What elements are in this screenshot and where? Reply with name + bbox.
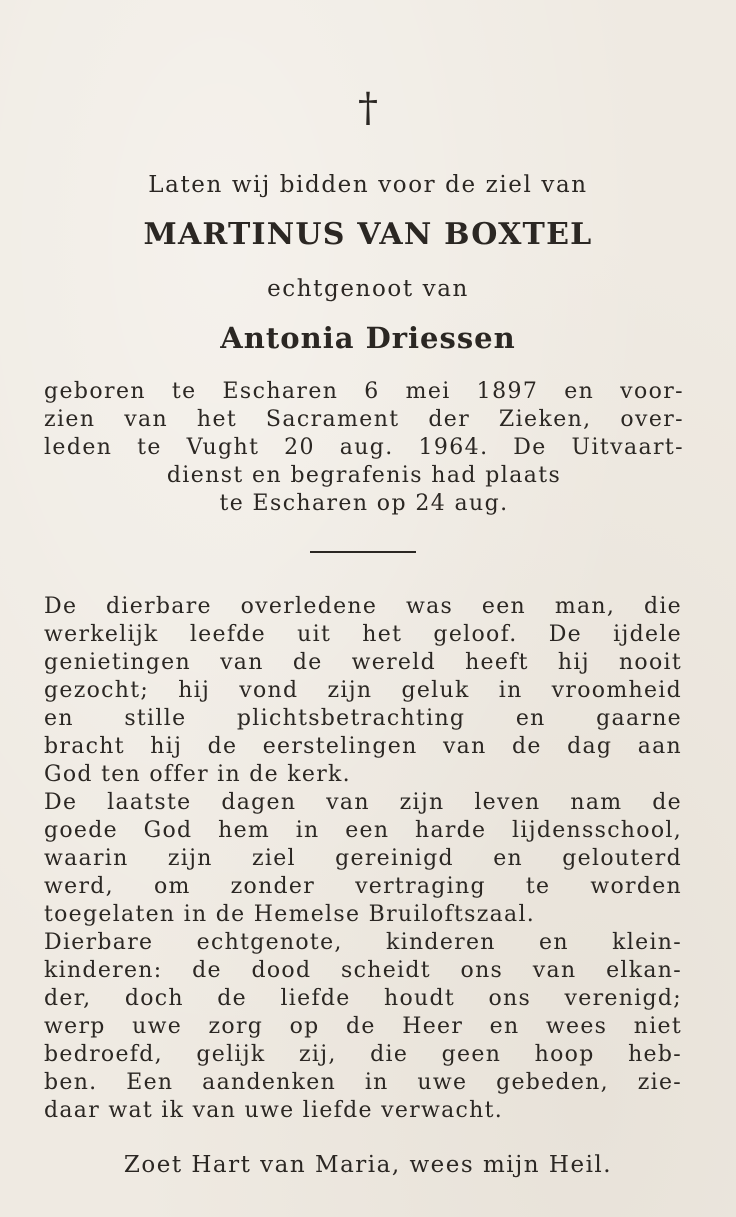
bio-line: zien van het Sacrament der Zieken, over-	[44, 407, 684, 432]
intro-line: Laten wij bidden voor de ziel van	[148, 172, 588, 198]
text-line: werp uwe zorg op de Heer en wees niet	[44, 1014, 682, 1039]
text-line: gezocht; hij vond zijn geluk in vroomheid	[44, 678, 682, 703]
biography	[44, 378, 684, 518]
bio-line: leden te Vught 20 aug. 1964. De Uitvaart-	[44, 435, 684, 460]
text-line: goede God hem in een harde lijdensschool,	[44, 818, 682, 843]
text-line: De laatste dagen van zijn leven nam de	[44, 790, 682, 815]
text-line: werd, om zonder vertraging te worden	[44, 874, 682, 899]
text-line: werkelijk leefde uit het geloof. De ijdele	[44, 622, 682, 647]
text-line: bedroefd, gelijk zij, die geen hoop heb-	[44, 1042, 682, 1067]
text-line: bracht hij de eerstelingen van de dag aan	[44, 734, 682, 759]
text-line: Dierbare echtgenote, kinderen en klein-	[44, 930, 682, 955]
divider	[310, 551, 416, 553]
cross-icon: †	[358, 85, 378, 131]
bio-line: geboren te Escharen 6 mei 1897 en voor-	[44, 379, 684, 404]
bio-line: dienst en begrafenis had plaats	[166, 463, 562, 488]
text-line: ben. Een aandenken in uwe gebeden, zie-	[44, 1070, 682, 1095]
text-line: kinderen: de dood scheidt ons van elkan-	[44, 958, 682, 983]
text-line: en stille plichtsbetrachting en gaarne	[44, 706, 682, 731]
text-line: daar wat ik van uwe liefde verwacht.	[44, 1098, 504, 1123]
text-line: God ten offer in de kerk.	[44, 762, 351, 787]
text-line: De dierbare overledene was een man, die	[44, 594, 682, 619]
memorial-text	[44, 593, 682, 1125]
spouse-of-line: echtgenoot van	[267, 276, 469, 302]
bio-line: te Escharen op 24 aug.	[219, 491, 509, 516]
spouse-name: Antonia Driessen	[220, 321, 516, 355]
text-line: genietingen van de wereld heeft hij nooit	[44, 650, 682, 675]
text-line: toegelaten in de Hemelse Bruiloftszaal.	[44, 902, 536, 927]
text-line: der, doch de liefde houdt ons verenigd;	[44, 986, 682, 1011]
closing-prayer: Zoet Hart van Maria, wees mijn Heil.	[123, 1152, 613, 1178]
text-line: waarin zijn ziel gereinigd en gelouterd	[44, 846, 682, 871]
deceased-name: MARTINUS VAN BOXTEL	[143, 217, 593, 252]
